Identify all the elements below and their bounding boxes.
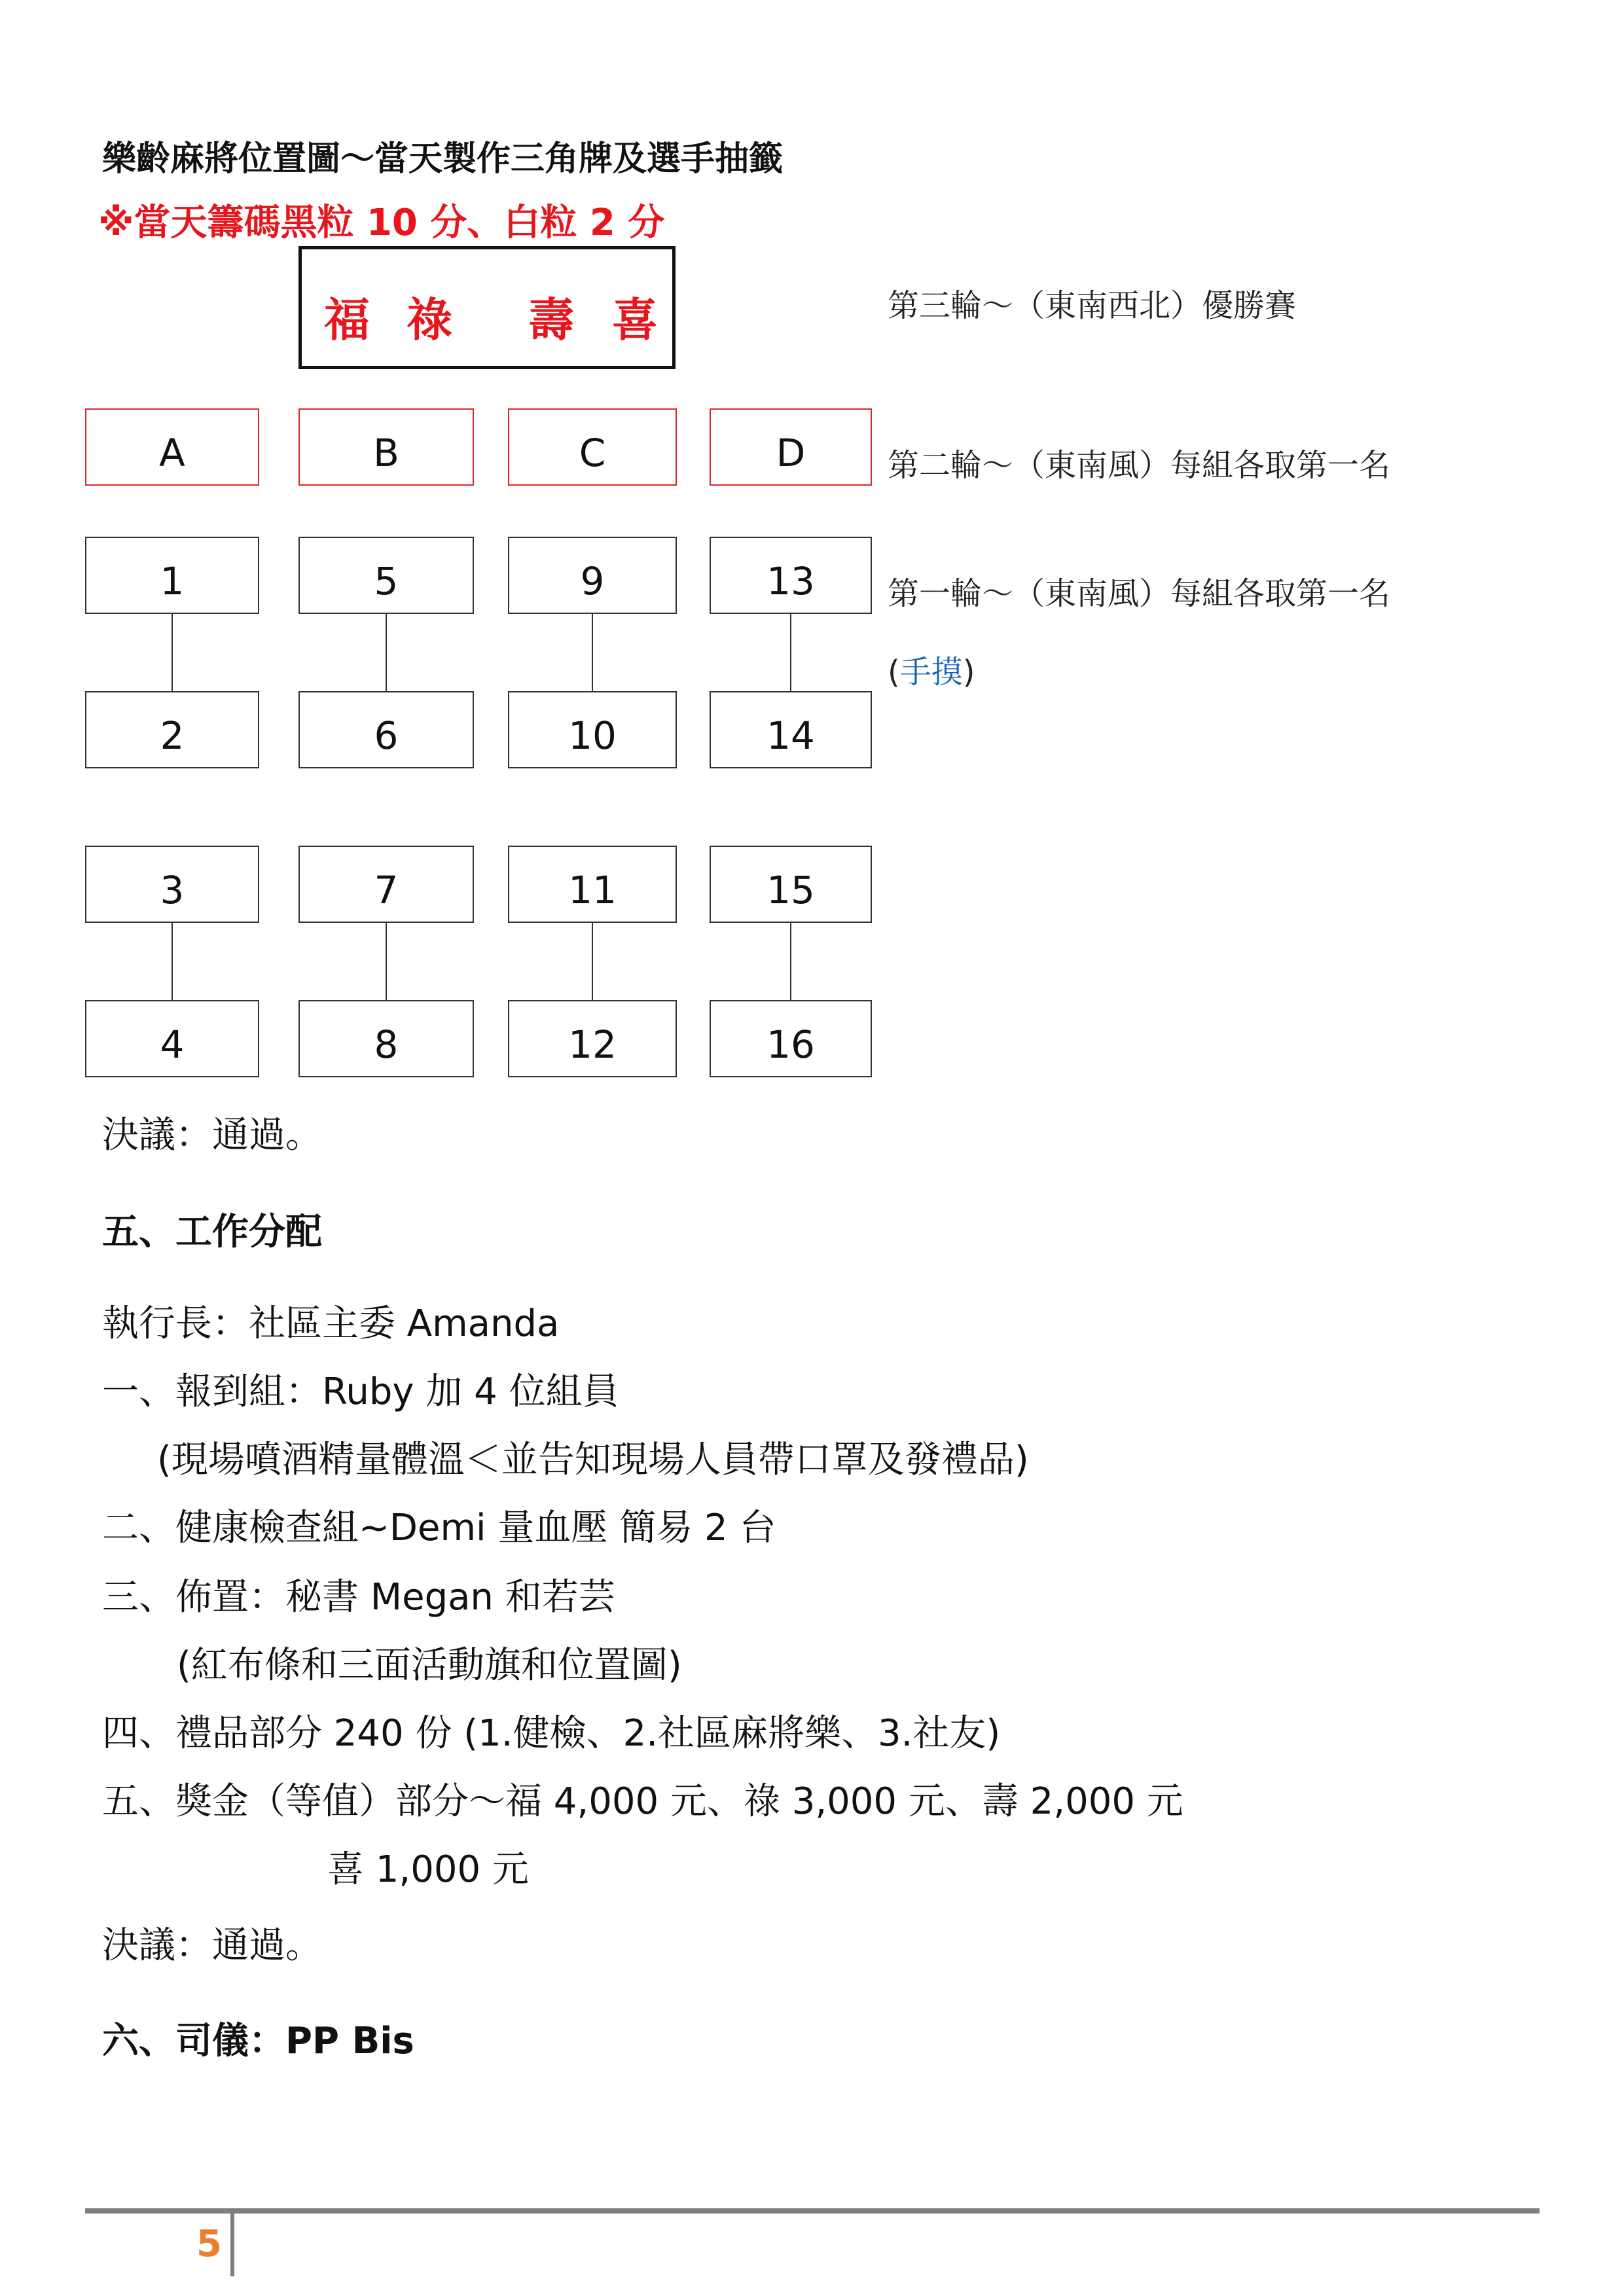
- group-box-b: B: [298, 408, 474, 486]
- seat-box: 10: [508, 691, 677, 768]
- resolution-text: 決議：通過。: [102, 1114, 322, 1157]
- seat-box: 14: [710, 691, 872, 768]
- seat-connector: [386, 614, 387, 692]
- seat-box: 15: [710, 846, 872, 923]
- seat-connector: [171, 923, 173, 1001]
- seat-connector: [171, 614, 173, 692]
- seat-box: 1: [85, 537, 259, 614]
- seat-box: 4: [85, 1000, 259, 1077]
- round-two-label: 第二輪～（東南風）每組各取第一名: [888, 447, 1391, 484]
- seat-box: 11: [508, 846, 677, 923]
- work-line: 二、健康檢查組~Demi 量血壓 簡易 2 台: [102, 1507, 776, 1549]
- work-line: 喜 1,000 元: [327, 1848, 529, 1891]
- work-line: 五、獎金（等值）部分～福 4,000 元、祿 3,000 元、壽 2,000 元: [102, 1780, 1183, 1823]
- prize-word-shou: 壽: [528, 293, 574, 347]
- page-number: 5: [196, 2223, 222, 2265]
- self-draw-note: (手摸): [888, 654, 975, 691]
- seat-connector: [592, 923, 593, 1001]
- seat-connector: [790, 614, 791, 692]
- seat-connector: [386, 923, 387, 1001]
- seat-box: 12: [508, 1000, 677, 1077]
- work-line: 執行長：社區主委 Amanda: [102, 1302, 560, 1345]
- seat-box: 13: [710, 537, 872, 614]
- seat-box: 9: [508, 537, 677, 614]
- work-line: (現場噴酒精量體溫＜並告知現場人員帶口罩及發禮品): [157, 1439, 1029, 1481]
- seat-box: 2: [85, 691, 259, 768]
- work-line: 三、佈置：秘書 Megan 和若芸: [102, 1576, 615, 1619]
- group-box-d: D: [710, 408, 872, 486]
- chip-value-note: ※當天籌碼黑粒 10 分、白粒 2 分: [98, 202, 665, 244]
- document-heading: 樂齡麻將位置圖～當天製作三角牌及選手抽籤: [102, 139, 784, 179]
- work-line: 一、報到組：Ruby 加 4 位組員: [102, 1371, 619, 1413]
- resolution-text: 決議：通過。: [102, 1924, 322, 1967]
- seat-connector: [790, 923, 791, 1001]
- prize-title-box: [298, 246, 676, 369]
- seat-box: 7: [298, 846, 474, 923]
- seat-box: 3: [85, 846, 259, 923]
- group-box-c: C: [508, 408, 677, 486]
- prize-word-fu: 福: [324, 293, 370, 347]
- work-line: 四、禮品部分 240 份 (1.健檢、2.社區麻將樂、3.社友): [102, 1712, 1001, 1755]
- seat-box: 8: [298, 1000, 474, 1077]
- work-line: (紅布條和三面活動旗和位置圖): [177, 1644, 682, 1687]
- seat-connector: [592, 614, 593, 692]
- footer-rule: [85, 2208, 1540, 2214]
- seat-box: 5: [298, 537, 474, 614]
- prize-word-xi: 喜: [612, 293, 658, 347]
- section-heading-work: 五、工作分配: [102, 1211, 322, 1253]
- seat-box: 6: [298, 691, 474, 768]
- round-one-label: 第一輪～（東南風）每組各取第一名: [888, 575, 1391, 612]
- prize-word-lu: 祿: [406, 293, 452, 347]
- section-heading-emcee: 六、司儀：PP Bis: [102, 2020, 414, 2062]
- round-three-label: 第三輪～（東南西北）優勝賽: [888, 287, 1297, 324]
- group-box-a: A: [85, 408, 259, 486]
- seat-box: 16: [710, 1000, 872, 1077]
- footer-divider: [230, 2214, 234, 2276]
